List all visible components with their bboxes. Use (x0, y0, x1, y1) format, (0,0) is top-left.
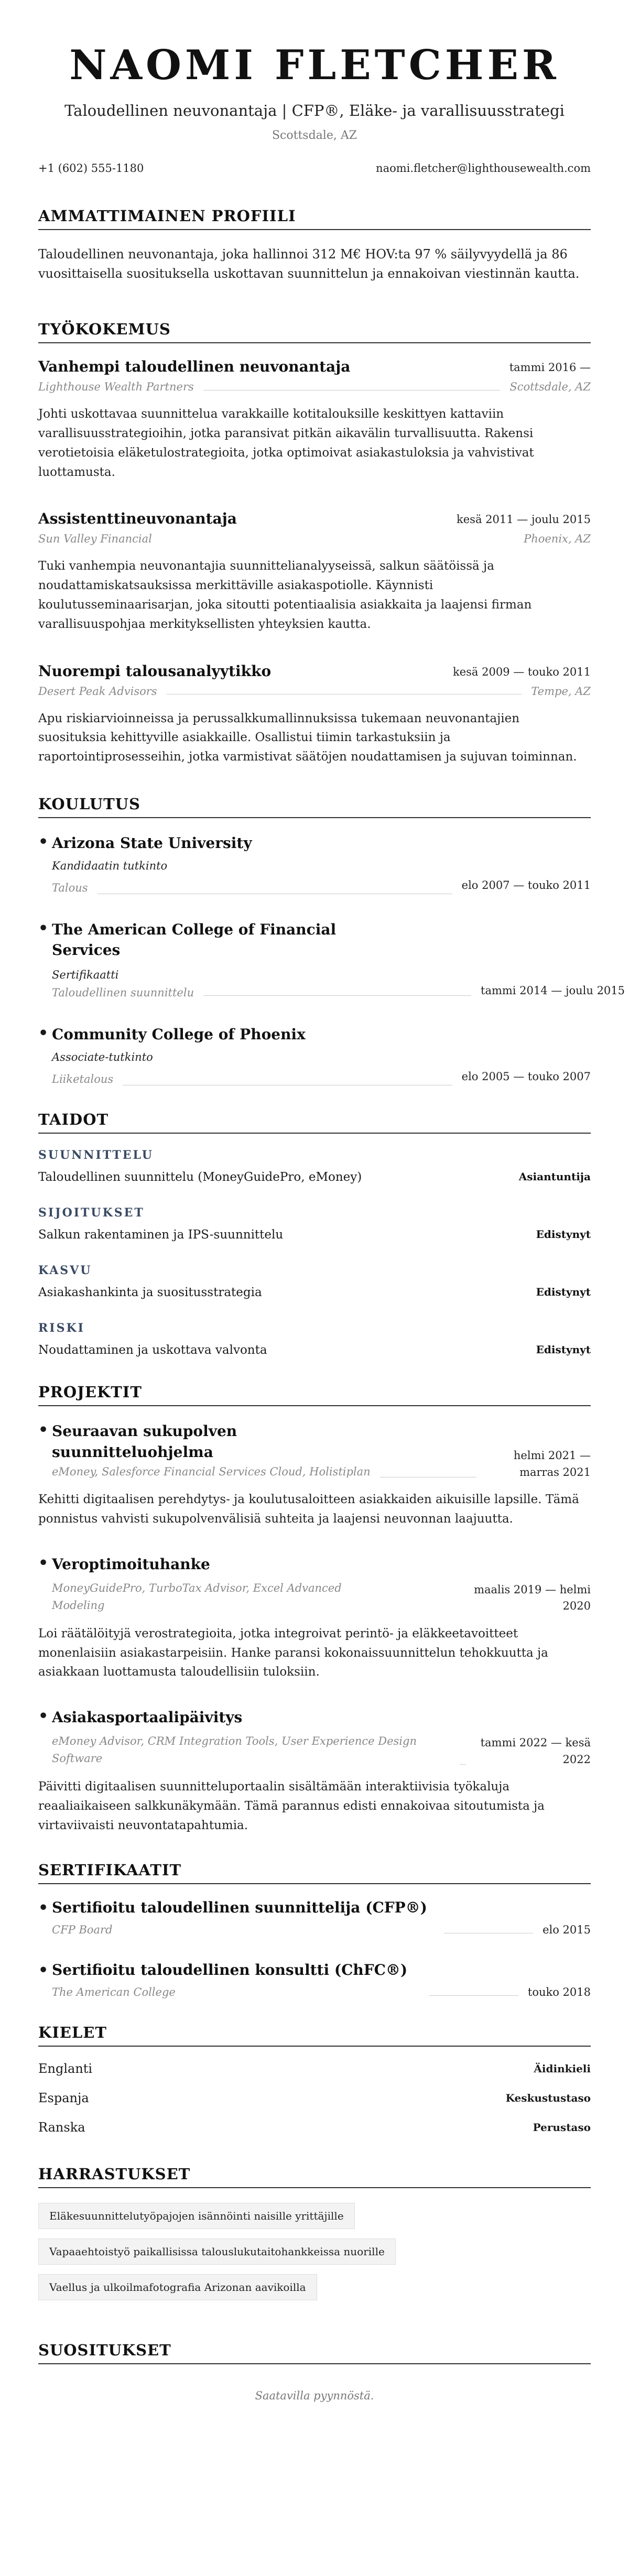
profile-text: Taloudellinen neuvonantaja, joka hallinnoi 312 M€ HOV:ta 97 % säilyvyydellä ja 86 vuosittaisella suosituksella uskottavan suunnittelun ja ennakoivan viestinnän kautta. (38, 246, 580, 281)
certificate-issuer: The American College (52, 1986, 176, 1999)
skills-section (38, 1111, 591, 1357)
job-entry (38, 510, 591, 634)
contact-row (38, 162, 591, 175)
skill-category: SIJOITUKSET (38, 1205, 145, 1220)
candidate-location: Scottsdale, AZ (272, 128, 357, 142)
leader-line (123, 1079, 452, 1085)
hobbies-section (38, 2165, 591, 2310)
bullet-icon: • (38, 1899, 49, 1918)
project-entry (38, 1707, 591, 1835)
project-date: maalis 2019 — helmi 2020 (474, 1583, 591, 1613)
project-entry (38, 1554, 591, 1682)
phone-number: +1 (602) 555-1180 (38, 161, 144, 175)
projects-title: PROJEKTIT (38, 1383, 591, 1406)
candidate-headline: Taloudellinen neuvonantaja | CFP®, Eläke- ja varallisuusstrategi (64, 101, 565, 119)
project-name: Seuraavan sukupolven suunnitteluohjelma (52, 1422, 237, 1461)
profile-section (38, 207, 591, 284)
language-level: Keskustustaso (505, 2092, 591, 2105)
job-title: Vanhempi taloudellinen neuvonantaja (38, 358, 351, 376)
certificate-name: Sertifioitu taloudellinen konsultti (ChFC®) (52, 1961, 408, 1979)
language-level: Perustaso (533, 2121, 591, 2134)
job-description: Johti uskottavaa suunnittelua varakkaille kotitalouksille keskittyen kattaviin varallisuusstrategioihin, jotka paransivat pitkän aikavälin turvallisuutta. Rakensi verotietoisia eläketulostrategioita, jotka optimoivat asiakastuloksia ja vahvistivat luottamusta. (38, 407, 534, 479)
job-description: Apu riskiarvioinneissa ja perussalkkumallinnuksissa tukemaan neuvonantajien suosituksia kehittyville asiakkaille. Osallistui tiimin tarkastuksiin ja raportointiprosesseihin, jotka varmistivat säätöjen noudattamisen ja sujuvan toiminnan. (38, 711, 577, 764)
skill-group (38, 1264, 591, 1299)
references-title: SUOSITUKSET (38, 2341, 591, 2364)
job-entry (38, 662, 591, 767)
skill-name: Noudattaminen ja uskottava valvonta (38, 1343, 267, 1357)
education-date: tammi 2014 — joulu 2015 (481, 984, 625, 997)
education-section (38, 795, 625, 1085)
language-level: Äidinkieli (534, 2062, 591, 2075)
languages-section (38, 2024, 591, 2135)
job-company: Lighthouse Wealth Partners (38, 381, 194, 394)
project-description: Kehitti digitaalisen perehdytys- ja koulutusaloitteen asiakkaiden aikuisille lapsille. Tämä ponnistus vahvisti sukupolvenvälisiä suhteita ja laajensi neuvonnan laajuutta. (38, 1493, 579, 1526)
education-entry (38, 833, 591, 894)
job-description: Tuki vanhempia neuvonantajia suunnittelianalyyseissä, salkun säätöissä ja noudattamiskatsauksissa merkittäville asiakaspotiolle. Käynnisti koulutusseminaarisarjan, joka sitoutti potentiaalisia asiakkaita ja laajensi firman varallisuuspohjaa merkityksellisten yhteyksien kautta. (38, 559, 532, 631)
bullet-icon: • (38, 832, 49, 851)
skill-category: SUUNNITTELU (38, 1148, 154, 1162)
language-name: Englanti (38, 2061, 93, 2077)
school-name: Arizona State University (52, 834, 252, 852)
skill-group (38, 1206, 591, 1242)
bullet-icon: • (38, 1961, 49, 1980)
certificates-title: SERTIFIKAATIT (38, 1861, 591, 1884)
experience-title: TYÖKOKEMUS (38, 320, 591, 343)
language-name: Ranska (38, 2120, 85, 2135)
leader-line (460, 1758, 466, 1765)
job-location: Scottsdale, AZ (509, 381, 591, 394)
job-location: Phoenix, AZ (524, 532, 591, 546)
education-date: elo 2007 — touko 2011 (461, 879, 591, 892)
project-date: tammi 2022 — kesä 2022 (480, 1736, 591, 1766)
language-row (38, 2120, 591, 2135)
degree: Sertifikaatti (52, 969, 119, 981)
certificates-section (38, 1861, 591, 1998)
certificate-entry (38, 1961, 591, 1998)
field-of-study: Talous (52, 881, 88, 894)
certificate-name: Sertifioitu taloudellinen suunnittelija (CFP®) (52, 1899, 427, 1917)
skills-title: TAIDOT (38, 1111, 591, 1134)
bullet-icon: • (38, 1420, 49, 1439)
project-name: Asiakasportaalipäivitys (52, 1709, 243, 1726)
project-description: Loi räätälöityjä verostrategioita, jotka integroivat perintö- ja eläkkeetavoitteet monenlaisiin asiakastarpeisiin. Hanke paransi kokonaissuunnittelun tehokkuutta ja asiakkaan luottamusta taloudellisiin tuloksiin. (38, 1626, 548, 1679)
hobby-tag: Vapaaehtoistyö paikallisissa talouslukutaitohankkeissa nuorille (38, 2238, 396, 2265)
skill-level: Edistynyt (536, 1227, 591, 1241)
leader-line (444, 1927, 533, 1933)
project-name: Veroptimoituhanke (52, 1556, 210, 1573)
project-tech: eMoney, Salesforce Financial Services Cloud, Holistiplan (52, 1465, 371, 1478)
language-name: Espanja (38, 2091, 89, 2106)
references-text: Saatavilla pyynnöstä. (255, 2389, 374, 2403)
skill-name: Taloudellinen suunnittelu (MoneyGuidePro, eMoney) (38, 1170, 362, 1184)
certificate-issuer: CFP Board (52, 1923, 113, 1937)
skill-group (38, 1148, 591, 1184)
bullet-icon: • (38, 1707, 49, 1726)
certificate-entry (38, 1899, 591, 1936)
leader-line (203, 989, 471, 996)
job-title: Assistenttineuvonantaja (38, 510, 237, 528)
hobby-tag: Vaellus ja ulkoilmafotografia Arizonan aavikoilla (38, 2274, 317, 2300)
experience-section (38, 320, 591, 767)
projects-section (38, 1383, 591, 1835)
school-name: The American College of Financial Services (52, 920, 337, 959)
skill-level: Asiantuntija (518, 1170, 591, 1183)
project-date: helmi 2021 — marras 2021 (513, 1449, 591, 1479)
project-tech: eMoney Advisor, CRM Integration Tools, User Experience Design Software (52, 1734, 417, 1765)
education-date: elo 2005 — touko 2007 (461, 1070, 591, 1083)
bullet-icon: • (38, 919, 49, 938)
candidate-name: NAOMI FLETCHER (69, 41, 560, 89)
project-entry (38, 1421, 591, 1529)
leader-line (203, 384, 501, 390)
job-location: Tempe, AZ (531, 684, 591, 698)
bullet-icon: • (38, 1554, 49, 1573)
resume-header (38, 0, 591, 175)
field-of-study: Taloudellinen suunnittelu (52, 986, 194, 999)
job-title: Nuorempi talousanalyytikko (38, 662, 272, 680)
certificate-date: touko 2018 (527, 1986, 591, 1999)
job-date: tammi 2016 — (509, 361, 591, 374)
skill-level: Edistynyt (536, 1343, 591, 1356)
education-entry (38, 919, 625, 999)
leader-line (167, 688, 522, 694)
skill-group (38, 1321, 591, 1357)
education-title: KOULUTUS (38, 795, 591, 818)
hobbies-title: HARRASTUKSET (38, 2165, 591, 2188)
project-description: Päivitti digitaalisen suunnitteluportaalin sisältämään interaktiivisia työkaluja reaaliaikaiseen salkkunäkymään. Tämä parannus edisti ennakoivaa sitoutumista ja virtaviivaisti neuvontatapahtumia. (38, 1780, 545, 1832)
job-company: Sun Valley Financial (38, 532, 152, 546)
hobby-tag: Eläkesuunnittelutyöpajojen isännöinti naisille yrittäjille (38, 2203, 355, 2229)
certificate-date: elo 2015 (543, 1923, 591, 1937)
education-entry (38, 1024, 591, 1085)
job-entry (38, 358, 591, 482)
profile-title: AMMATTIMAINEN PROFIILI (38, 207, 591, 230)
skill-category: RISKI (38, 1321, 85, 1335)
skill-level: Edistynyt (536, 1285, 591, 1298)
job-date: kesä 2011 — joulu 2015 (457, 513, 591, 526)
language-row (38, 2061, 591, 2076)
language-row (38, 2091, 591, 2105)
project-tech: MoneyGuidePro, TurboTax Advisor, Excel Advanced Modeling (52, 1581, 342, 1612)
leader-line (97, 887, 452, 894)
skill-name: Asiakashankinta ja suositusstrategia (38, 1285, 262, 1299)
school-name: Community College of Phoenix (52, 1026, 306, 1043)
job-date: kesä 2009 — touko 2011 (452, 665, 591, 678)
job-company: Desert Peak Advisors (38, 684, 157, 698)
degree: Kandidaatin tutkinto (52, 860, 168, 873)
bullet-icon: • (38, 1024, 49, 1042)
references-section (38, 2341, 591, 2402)
degree: Associate-tutkinto (52, 1051, 153, 1064)
leader-line (429, 1989, 518, 1996)
leader-line (380, 1471, 476, 1477)
skill-category: KASVU (38, 1263, 92, 1277)
languages-title: KIELET (38, 2024, 591, 2047)
skill-name: Salkun rakentaminen ja IPS-suunnittelu (38, 1227, 284, 1242)
email-address[interactable]: naomi.fletcher@lighthousewealth.com (376, 161, 591, 175)
field-of-study: Liiketalous (52, 1072, 114, 1085)
